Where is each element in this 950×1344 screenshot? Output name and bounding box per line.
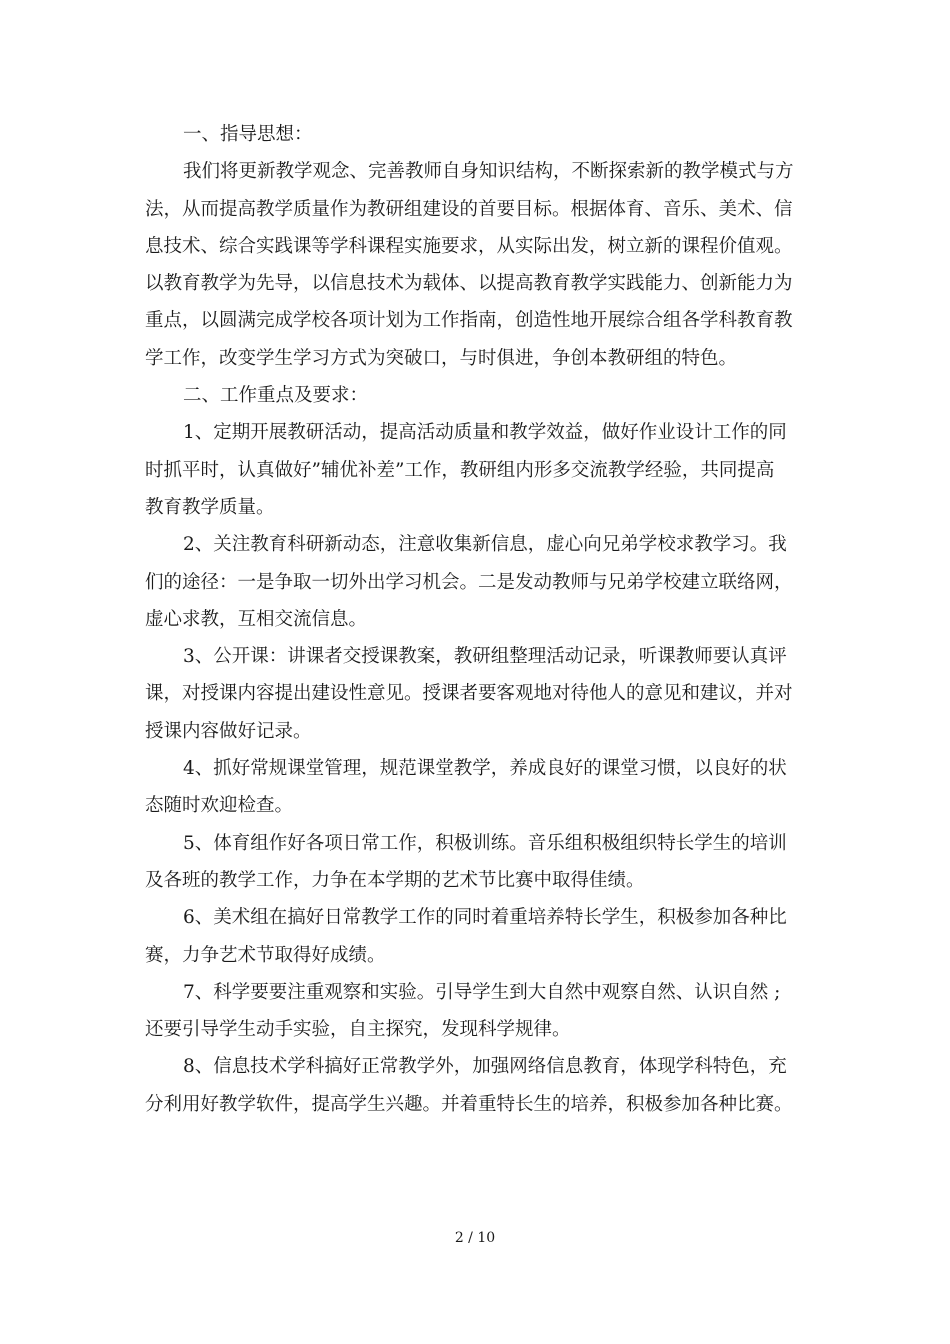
list-item-line: 态随时欢迎检查。 xyxy=(145,795,294,817)
list-item-line: 赛，力争艺术节取得好成绩。 xyxy=(145,944,386,966)
section-heading-work-focus: 二、工作重点及要求： xyxy=(183,385,369,407)
list-item-line: 教育教学质量。 xyxy=(145,496,275,518)
list-item-line: 课，对授课内容提出建设性意见。授课者要客观地对待他人的意见和建议，并对 xyxy=(145,683,793,705)
list-item-line: 们的途径：一是争取一切外出学习机会。二是发动教师与兄弟学校建立联络网， xyxy=(145,571,793,593)
paragraph-line: 重点，以圆满完成学校各项计划为工作指南，创造性地开展综合组各学科教育教 xyxy=(145,310,793,332)
list-item-line: 8、信息技术学科搞好正常教学外，加强网络信息教育，体现学科特色，充 xyxy=(183,1056,787,1078)
paragraph-line: 以教育教学为先导，以信息技术为载体、以提高教育教学实践能力、创新能力为 xyxy=(145,273,793,295)
list-item-line: 2、关注教育科研新动态，注意收集新信息，虚心向兄弟学校求教学习。我 xyxy=(183,534,787,556)
list-item-line: 还要引导学生动手实验，自主探究，发现科学规律。 xyxy=(145,1019,571,1041)
list-item-line: 虚心求教，互相交流信息。 xyxy=(145,608,368,630)
list-item-line: 7、科学要要注重观察和实验。引导学生到大自然中观察自然、认识自然 ; xyxy=(183,981,781,1003)
list-item-line: 5、体育组作好各项日常工作，积极训练。音乐组积极组织特长学生的培训 xyxy=(183,832,787,854)
page-number: 2 / 10 xyxy=(454,1230,496,1246)
section-heading-guiding-ideology: 一、指导思想： xyxy=(183,124,313,145)
paragraph-line: 法，从而提高教学质量作为教研组建设的首要目标。根据体育、音乐、美术、信 xyxy=(145,198,793,220)
paragraph-line: 学工作，改变学生学习方式为突破口，与时俱进，争创本教研组的特色。 xyxy=(145,347,738,369)
list-item-line: 授课内容做好记录。 xyxy=(145,720,312,742)
list-item-line: 分利用好教学软件，提高学生兴趣。并着重特长生的培养，积极参加各种比赛。 xyxy=(145,1093,793,1115)
list-item-line: 3、公开课：讲课者交授课教案，教研组整理活动记录，听课教师要认真评 xyxy=(183,646,787,668)
list-item-line: 及各班的教学工作，力争在本学期的艺术节比赛中取得佳绩。 xyxy=(145,869,645,891)
paragraph-line: 息技术、综合实践课等学科课程实施要求，从实际出发，树立新的课程价值观。 xyxy=(145,235,793,257)
list-item-line: 4、抓好常规课堂管理，规范课堂教学，养成良好的课堂习惯，以良好的状 xyxy=(183,758,787,780)
list-item-line: 1、定期开展教研活动，提高活动质量和教学效益，做好作业设计工作的同 xyxy=(183,422,787,444)
list-item-line: 时抓平时，认真做好”辅优补差”工作，教研组内形多交流教学经验，共同提高 xyxy=(145,459,775,481)
document-body xyxy=(145,116,813,1123)
list-item-line: 6、美术组在搞好日常教学工作的同时着重培养特长学生，积极参加各种比 xyxy=(183,907,787,929)
paragraph-line: 我们将更新教学观念、完善教师自身知识结构，不断探索新的教学模式与方 xyxy=(183,161,794,183)
